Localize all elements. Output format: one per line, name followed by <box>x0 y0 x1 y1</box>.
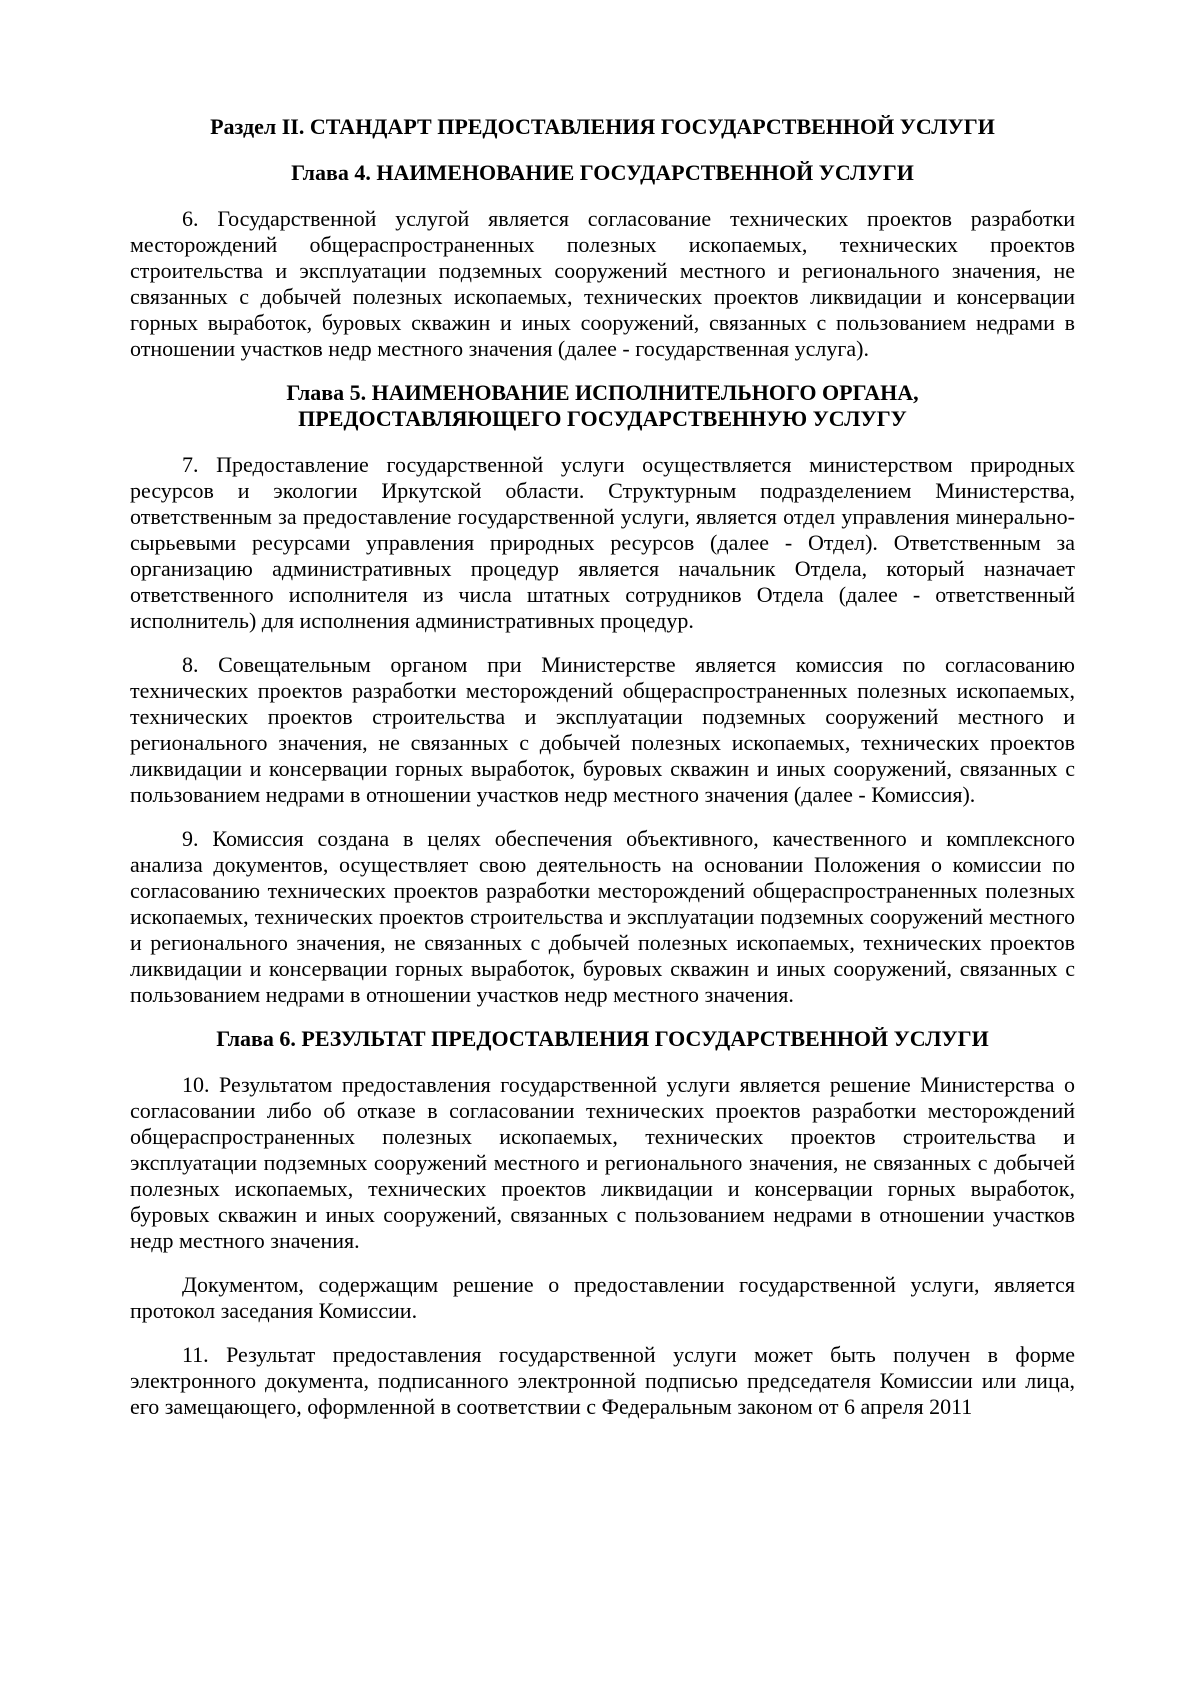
paragraph-10: 10. Результатом предоставления государственной услуги является решение Министерства о согласовании либо об отказе в согласовании технических проектов разработки месторождений общераспространенных полезных ископаемых, технических проектов строительства и эксплуатации подземных сооружений местного и регионального значения, не связанных с добычей полезных ископаемых, технических проектов ликвидации и консервации горных выработок, буровых скважин и иных сооружений, связанных с пользованием недрами в отношении участков недр местного значения. <box>130 1072 1075 1253</box>
paragraph-8: 8. Совещательным органом при Министерстве является комиссия по согласованию технических проектов разработки месторождений общераспространенных полезных ископаемых, технических проектов строительства и эксплуатации подземных сооружений местного и регионального значения, не связанных с добычей полезных ископаемых, технических проектов ликвидации и консервации горных выработок, буровых скважин и иных сооружений, связанных с пользованием недрами в отношении участков недр местного значения (далее - Комиссия). <box>130 652 1075 807</box>
chapter-6-title: Глава 6. РЕЗУЛЬТАТ ПРЕДОСТАВЛЕНИЯ ГОСУДАРСТВЕННОЙ УСЛУГИ <box>216 1026 989 1051</box>
chapter-5-title <box>130 380 1075 432</box>
chapter-5-title-line-1: Глава 5. НАИМЕНОВАНИЕ ИСПОЛНИТЕЛЬНОГО ОРГАНА, <box>286 380 919 405</box>
paragraph-6: 6. Государственной услугой является согласование технических проектов разработки месторождений общераспространенных полезных ископаемых, технических проектов строительства и эксплуатации подземных сооружений местного и регионального значения, не связанных с добычей полезных ископаемых, технических проектов ликвидации и консервации горных выработок, буровых скважин и иных сооружений, связанных с пользованием недрами в отношении участков недр местного значения (далее - государственная услуга). <box>130 206 1075 361</box>
paragraph-9: 9. Комиссия создана в целях обеспечения объективного, качественного и комплексного анализа документов, осуществляет свою деятельность на основании Положения о комиссии по согласованию технических проектов разработки месторождений общераспространенных полезных ископаемых, технических проектов строительства и эксплуатации подземных сооружений местного и регионального значения, не связанных с добычей полезных ископаемых, технических проектов ликвидации и консервации горных выработок, буровых скважин и иных сооружений, связанных с пользованием недрами в отношении участков недр местного значения. <box>130 826 1075 1007</box>
paragraph-11: 11. Результат предоставления государственной услуги может быть получен в форме электронного документа, подписанного электронной подписью председателя Комиссии или лица, его замещающего, оформленной в соответствии с Федеральным законом от 6 апреля 2011 <box>130 1342 1075 1419</box>
chapter-4-title: Глава 4. НАИМЕНОВАНИЕ ГОСУДАРСТВЕННОЙ УСЛУГИ <box>291 160 914 185</box>
section-title: Раздел II. СТАНДАРТ ПРЕДОСТАВЛЕНИЯ ГОСУДАРСТВЕННОЙ УСЛУГИ <box>210 114 995 139</box>
paragraph-7: 7. Предоставление государственной услуги осуществляется министерством природных ресурсов и экологии Иркутской области. Структурным подразделением Министерства, ответственным за предоставление государственной услуги, является отдел управления минерально-сырьевыми ресурсами управления природных ресурсов (далее - Отдел). Ответственным за организацию административных процедур является начальник Отдела, который назначает ответственного исполнителя из числа штатных сотрудников Отдела (далее - ответственный исполнитель) для исполнения административных процедур. <box>130 452 1075 633</box>
chapter-5-title-line-2: ПРЕДОСТАВЛЯЮЩЕГО ГОСУДАРСТВЕННУЮ УСЛУГУ <box>298 406 907 431</box>
document-content <box>130 114 1075 1438</box>
paragraph-10-document: Документом, содержащим решение о предоставлении государственной услуги, является протокол заседания Комиссии. <box>130 1272 1075 1323</box>
